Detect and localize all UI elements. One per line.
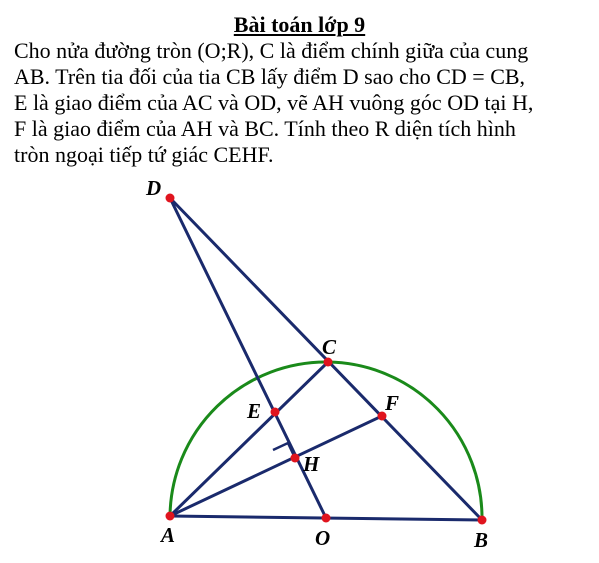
problem-line: F là giao điểm của AH và BC. Tính theo R diện tích hình [14,116,516,141]
point-O [322,514,331,523]
label-E: E [247,399,262,423]
problem-line: E là giao điểm của AC và OD, vẽ AH vuông góc OD tại H, [14,90,534,115]
label-H: H [303,452,320,476]
segment-AF [170,416,382,516]
point-H [291,454,300,463]
problem-title: Bài toán lớp 9 [233,12,366,37]
label-F: F [385,391,400,415]
problem-line: Cho nửa đường tròn (O;R), C là điểm chính giữa của cung [14,38,529,63]
segment-AC [170,362,328,516]
problem-line: AB. Trên tia đối của tia CB lấy điểm D sao cho CD = CB, [14,64,526,89]
point-B [478,516,487,525]
label-A: A [161,523,176,547]
problem-line: tròn ngoại tiếp tứ giác CEHF. [14,142,274,167]
label-D: D [146,176,162,200]
point-D [166,194,175,203]
label-C: C [322,335,337,359]
label-B: B [474,528,489,552]
point-E [271,408,280,417]
point-A [166,512,175,521]
label-O: O [315,526,331,550]
